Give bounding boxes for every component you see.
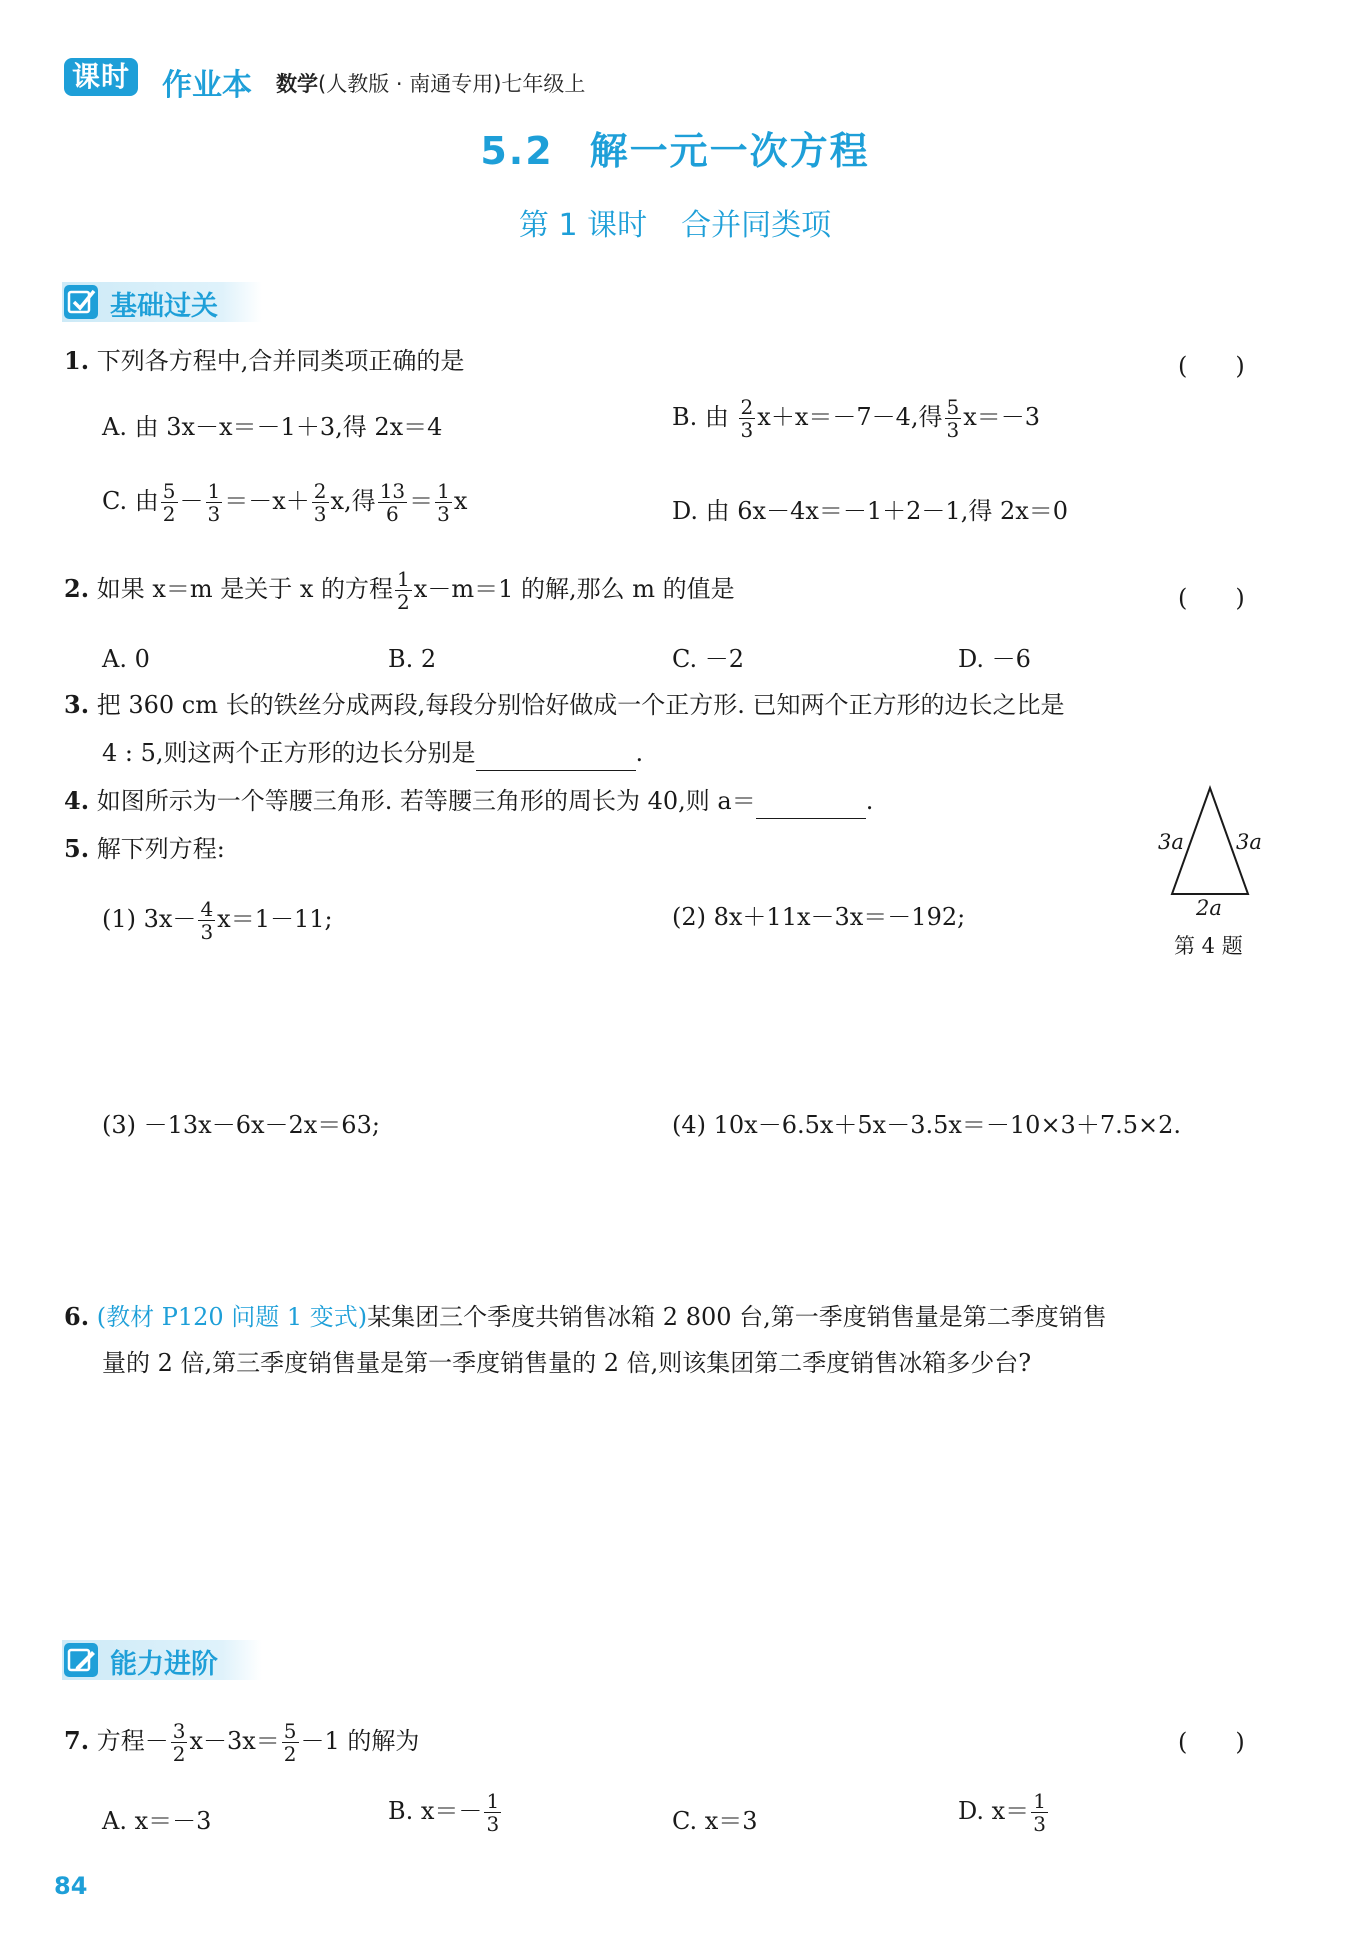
q7-mid: x－3x＝ bbox=[189, 1727, 280, 1755]
fraction: $\frac{13}{6}$ bbox=[379, 479, 406, 526]
q7-option-b bbox=[388, 1790, 503, 1835]
fraction: $\frac{4}{3}$ bbox=[200, 897, 214, 944]
fraction: $\frac{1}{3}$ bbox=[207, 479, 221, 526]
q1-answer-paren[interactable]: ( ) bbox=[1178, 352, 1245, 380]
banner-advanced bbox=[62, 1640, 262, 1680]
q7-option-d bbox=[958, 1790, 1050, 1835]
q7b-pre: B. x＝－ bbox=[388, 1797, 483, 1825]
q4-text: 如图所示为一个等腰三角形. 若等腰三角形的周长为 40,则 a＝ bbox=[96, 787, 756, 815]
fraction: $\frac{5}{2}$ bbox=[283, 1719, 297, 1766]
q1c-m3: x,得 bbox=[330, 487, 376, 515]
q2-answer-paren[interactable]: ( ) bbox=[1178, 584, 1245, 612]
q1c-end: x bbox=[453, 487, 468, 515]
q2-number: 2. bbox=[64, 574, 90, 603]
brand-logo: 课时 bbox=[64, 58, 138, 96]
q7d-pre: D. x＝ bbox=[958, 1797, 1030, 1825]
fraction: $\frac{5}{2}$ bbox=[162, 479, 176, 526]
banner-basic-label: 基础过关 bbox=[110, 291, 218, 322]
fraction: $\frac{1}{3}$ bbox=[1033, 1789, 1046, 1836]
q1-stem bbox=[64, 344, 464, 378]
q3-end: . bbox=[635, 739, 644, 767]
q3-number: 3. bbox=[64, 690, 90, 719]
q6-source: (教材 P120 问题 1 变式) bbox=[96, 1303, 368, 1331]
q1c-m1: － bbox=[179, 487, 204, 515]
q3-text1: 把 360 cm 长的铁丝分成两段,每段分别恰好做成一个正方形. 已知两个正方形的边长之比是 bbox=[96, 691, 1065, 719]
q3-text2: 4 : 5,则这两个正方形的边长分别是 bbox=[102, 739, 476, 767]
figure-label-right: 3a bbox=[1236, 830, 1262, 854]
fraction: $\frac{1}{3}$ bbox=[486, 1789, 500, 1836]
fraction: $\frac{2}{3}$ bbox=[740, 395, 754, 442]
q7-answer-paren[interactable]: ( ) bbox=[1178, 1728, 1245, 1756]
section-title bbox=[0, 120, 1350, 175]
brand-name: 作业本 bbox=[162, 68, 252, 103]
fraction: $\frac{2}{3}$ bbox=[313, 479, 327, 526]
q6-number: 6. bbox=[64, 1302, 90, 1331]
check-icon bbox=[64, 285, 98, 319]
q3-line2 bbox=[102, 736, 643, 771]
banner-basic bbox=[62, 282, 262, 322]
q3-line1 bbox=[64, 688, 1064, 722]
lesson-name: 合并同类项 bbox=[681, 208, 832, 243]
q6-line2: 量的 2 倍,第三季度销售量是第一季度销售量的 2 倍,则该集团第二季度销售冰箱多少台? bbox=[102, 1349, 1032, 1377]
q5-part4: (4) 10x－6.5x＋5x－3.5x＝－10×3＋7.5×2. bbox=[672, 1111, 1182, 1139]
q5-part2: (2) 8x＋11x－3x＝－192; bbox=[672, 903, 966, 931]
q4-answer-blank[interactable] bbox=[756, 784, 866, 819]
fraction: $\frac{1}{3}$ bbox=[437, 479, 450, 526]
q7-number: 7. bbox=[64, 1726, 90, 1755]
q1b-end: x＝－3 bbox=[963, 403, 1041, 431]
q4-number: 4. bbox=[64, 786, 90, 815]
q5-stem bbox=[64, 832, 225, 866]
page-number: 84 bbox=[54, 1872, 88, 1900]
q1-option-d: D. 由 6x－4x＝－1＋2－1,得 2x＝0 bbox=[672, 497, 1069, 525]
figure-caption: 第 4 题 bbox=[1174, 934, 1243, 958]
q7-option-a: A. x＝－3 bbox=[102, 1807, 212, 1835]
q1c-m4: ＝ bbox=[409, 487, 434, 515]
q1b-prefix: B. 由 bbox=[672, 403, 729, 431]
q1c-prefix: C. 由 bbox=[102, 487, 159, 515]
q2-option-a: A. 0 bbox=[102, 645, 150, 673]
q2-pre: 如果 x＝m 是关于 x 的方程 bbox=[96, 575, 394, 603]
fraction: $\frac{1}{2}$ bbox=[397, 567, 410, 614]
q7-option-c: C. x＝3 bbox=[672, 1807, 758, 1835]
q3-answer-blank[interactable] bbox=[476, 736, 636, 771]
q2-post: x－m＝1 的解,那么 m 的值是 bbox=[413, 575, 735, 603]
q7-post: －1 的解为 bbox=[300, 1727, 420, 1755]
q7-pre: 方程－ bbox=[96, 1727, 169, 1755]
q2-option-d: D. －6 bbox=[958, 645, 1031, 673]
figure-label-left: 3a bbox=[1158, 830, 1184, 854]
q2-stem bbox=[64, 568, 735, 613]
fraction: $\frac{5}{3}$ bbox=[946, 395, 960, 442]
q1-number: 1. bbox=[64, 346, 90, 375]
subject-title: 数学 bbox=[276, 72, 318, 96]
q5-text: 解下列方程: bbox=[96, 835, 225, 863]
q4-end: . bbox=[865, 787, 874, 815]
q2-option-b: B. 2 bbox=[388, 645, 437, 673]
q4-stem bbox=[64, 784, 873, 819]
q1-text: 下列各方程中,合并同类项正确的是 bbox=[96, 347, 465, 375]
subject-line bbox=[276, 68, 585, 98]
fraction: $\frac{3}{2}$ bbox=[172, 1719, 186, 1766]
q1-option-c bbox=[102, 480, 467, 525]
q7-stem bbox=[64, 1720, 419, 1765]
q6-text1: 某集团三个季度共销售冰箱 2 800 台,第一季度销售量是第二季度销售 bbox=[367, 1303, 1107, 1331]
q5-number: 5. bbox=[64, 834, 90, 863]
q1-option-b bbox=[672, 396, 1040, 441]
q5p1-pre: (1) 3x－ bbox=[102, 905, 197, 933]
subject-edition: (人教版 · 南通专用)七年级上 bbox=[318, 72, 586, 96]
lesson-number: 第 1 课时 bbox=[518, 208, 648, 243]
q6-line1 bbox=[64, 1300, 1107, 1334]
figure-label-bottom: 2a bbox=[1196, 896, 1222, 920]
q2-option-c: C. －2 bbox=[672, 645, 745, 673]
pencil-icon bbox=[64, 1643, 98, 1677]
section-number: 5.2 bbox=[480, 129, 554, 173]
q1b-middle: x＋x＝－7－4,得 bbox=[757, 403, 943, 431]
q5-part1 bbox=[102, 898, 333, 943]
q1-option-a: A. 由 3x－x＝－1＋3,得 2x＝4 bbox=[102, 413, 443, 441]
q1c-m2: ＝－x＋ bbox=[224, 487, 310, 515]
q5-part3: (3) －13x－6x－2x＝63; bbox=[102, 1111, 380, 1139]
banner-advanced-label: 能力进阶 bbox=[110, 1649, 218, 1680]
lesson-title bbox=[0, 200, 1350, 244]
section-name: 解一元一次方程 bbox=[589, 129, 870, 173]
q5p1-post: x＝1－11; bbox=[217, 905, 333, 933]
